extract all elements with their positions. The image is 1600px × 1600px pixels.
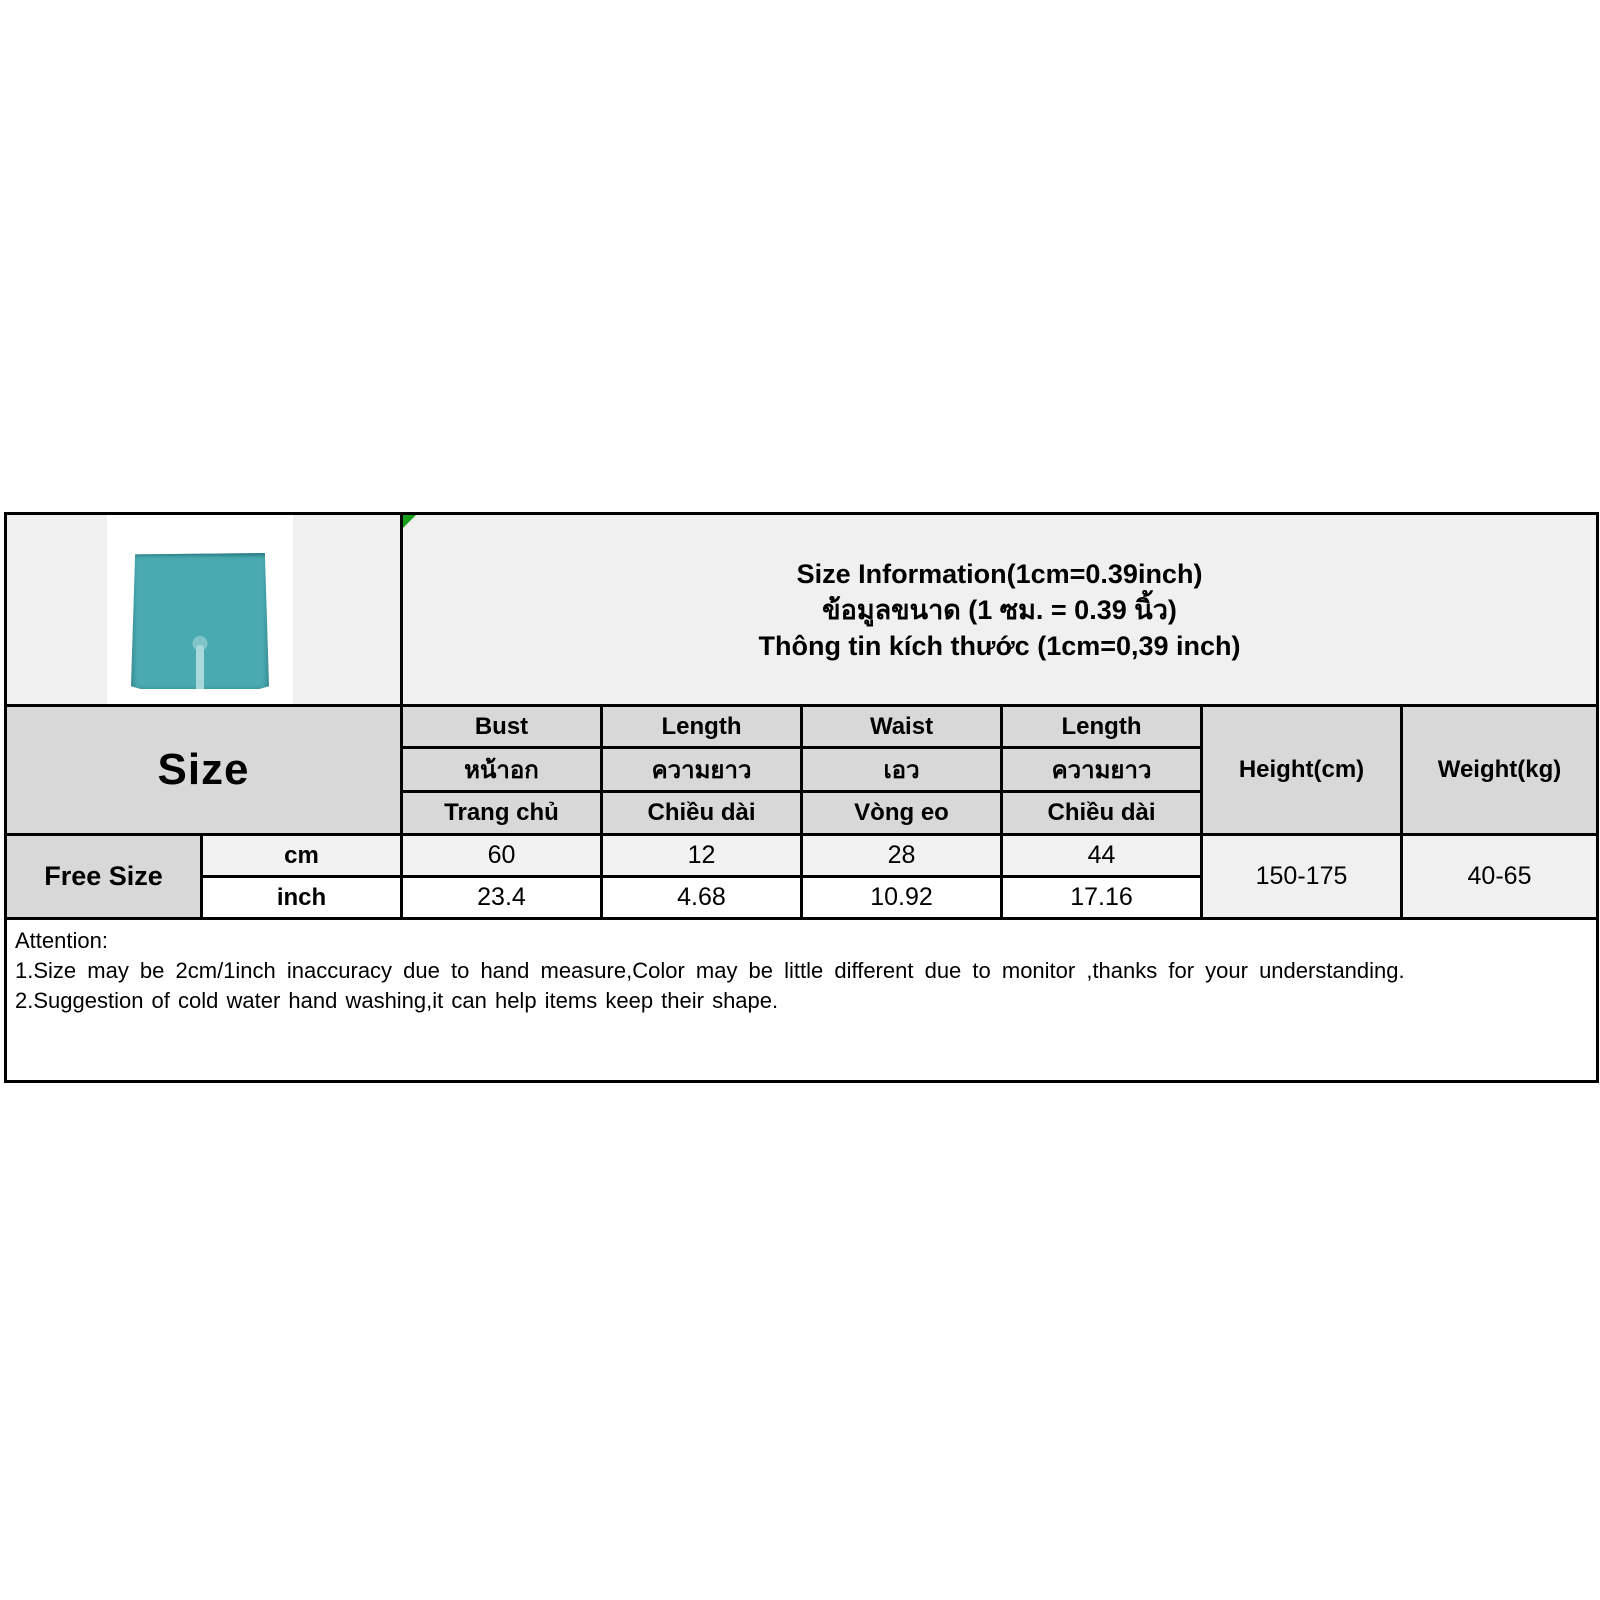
title-line-vietnamese: Thông tin kích thước (1cm=0,39 inch) [758, 630, 1241, 661]
cell-waist-inch: 10.92 [802, 877, 1002, 919]
cell-bust-inch: 23.4 [402, 877, 602, 919]
cell-length1-cm: 12 [602, 835, 802, 877]
size-information-title-cell [402, 514, 1598, 706]
header-length1-vi: Chiều dài [602, 792, 802, 835]
header-bust-en: Bust [402, 706, 602, 748]
header-length1-en: Length [602, 706, 802, 748]
header-waist-en: Waist [802, 706, 1002, 748]
header-length1-th: ความยาว [602, 748, 802, 792]
attention-line-1: 1.Size may be 2cm/1inch inaccuracy due to hand measure,Color may be little different due to monitor ,thanks for your understanding. [15, 958, 1405, 983]
green-corner-marker-icon [403, 515, 416, 528]
unit-label-cm: cm [202, 835, 402, 877]
cell-waist-cm: 28 [802, 835, 1002, 877]
cell-length2-cm: 44 [1002, 835, 1202, 877]
cell-height-range: 150-175 [1202, 835, 1402, 919]
unit-label-inch: inch [202, 877, 402, 919]
row-label-free-size: Free Size [6, 835, 202, 919]
header-weight: Weight(kg) [1402, 706, 1598, 835]
drawstring [196, 645, 204, 697]
header-waist-th: เอว [802, 748, 1002, 792]
header-length2-vi: Chiều dài [1002, 792, 1202, 835]
title-line-english: Size Information(1cm=0.39inch) [796, 558, 1203, 589]
title-line-thai: ข้อมูลขนาด (1 ซม. = 0.39 นิ้ว) [822, 594, 1177, 625]
header-height: Height(cm) [1202, 706, 1402, 835]
header-length2-en: Length [1002, 706, 1202, 748]
cell-length1-inch: 4.68 [602, 877, 802, 919]
size-chart-table [4, 512, 1599, 1083]
header-length2-th: ความยาว [1002, 748, 1202, 792]
attention-note-cell [6, 919, 1598, 1082]
cell-weight-range: 40-65 [1402, 835, 1598, 919]
cell-length2-inch: 17.16 [1002, 877, 1202, 919]
header-bust-vi: Trang chủ [402, 792, 602, 835]
cell-bust-cm: 60 [402, 835, 602, 877]
attention-heading: Attention: [15, 928, 108, 953]
product-photo [107, 515, 293, 704]
header-waist-vi: Vòng eo [802, 792, 1002, 835]
header-bust-th: หน้าอก [402, 748, 602, 792]
product-photo-cell [6, 514, 402, 706]
size-corner-header: Size [6, 706, 402, 835]
teal-garment-image [131, 553, 269, 689]
attention-line-2: 2.Suggestion of cold water hand washing,it can help items keep their shape. [15, 988, 779, 1013]
